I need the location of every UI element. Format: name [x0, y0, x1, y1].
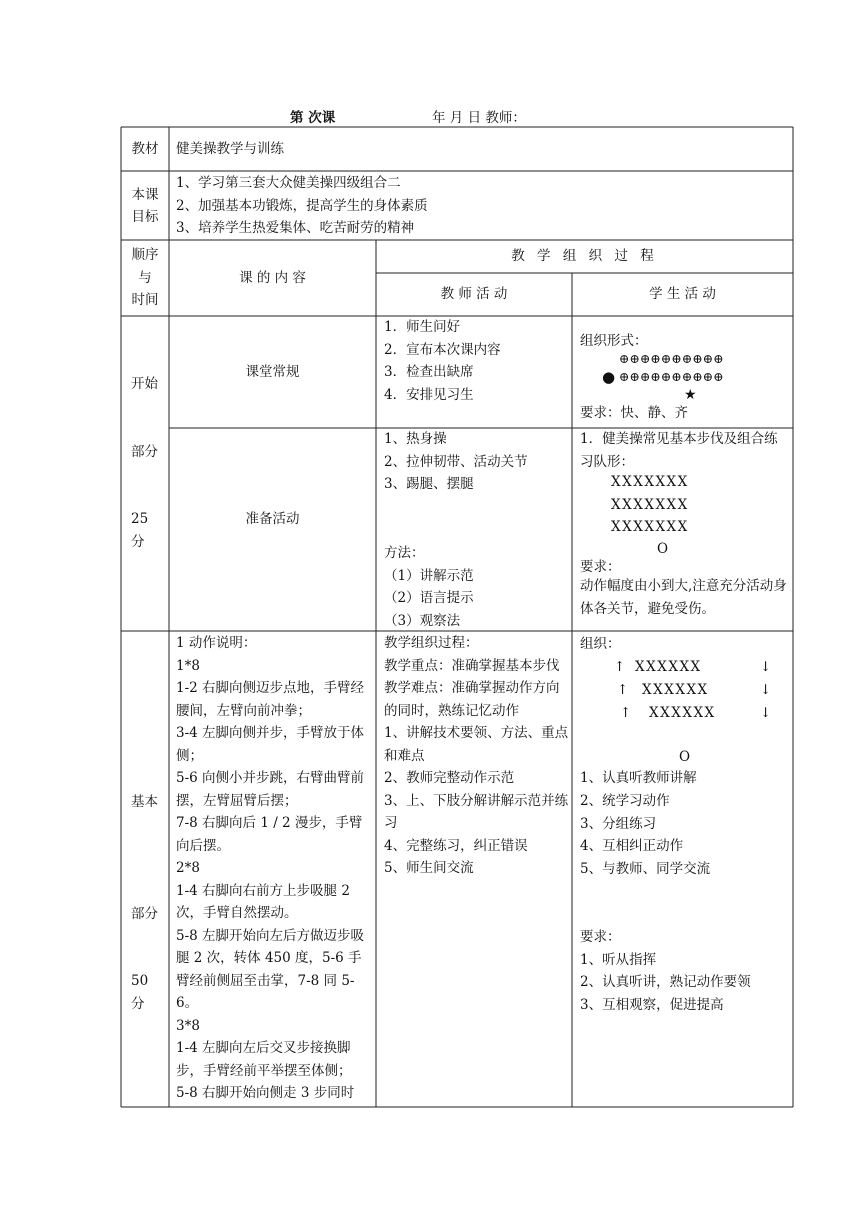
requirement-title: 要求：: [580, 559, 621, 575]
content-header: [169, 240, 376, 316]
basic-student: [580, 631, 790, 1107]
organization-title: 组织：: [580, 636, 621, 652]
content-line: 2*8: [176, 860, 200, 876]
step-item: 1、认真听教师讲解: [580, 770, 697, 786]
step-item: 2、统学习动作: [580, 793, 670, 809]
list-item: 2、拉伸韧带、活动关节: [384, 453, 528, 470]
formation-row: XXXXXXX: [611, 519, 689, 535]
requirement-item: 2、认真听讲，熟记动作要领: [580, 974, 751, 990]
warmup-student: [580, 428, 790, 631]
goal-item: 3、培养学生热爱集体、吃苦耐劳的精神: [176, 220, 415, 236]
content-line: 5-6 向侧小并步跳，右臂曲臂前摆，左臂屈臂后摆；: [176, 770, 365, 809]
order-time-line: 时间: [131, 292, 159, 309]
process-header-label: 教 学 组 织 过 程: [511, 248, 658, 265]
teacher-line: 教学难点：准确掌握动作方向的同时，熟练记忆动作: [384, 680, 560, 719]
start-label-line: 分: [131, 534, 145, 550]
teacher-line: 4、完整练习，纠正错误: [384, 837, 528, 854]
order-time-header: [121, 240, 169, 316]
down-arrow-icon: ↓: [760, 705, 772, 721]
order-time-line: 顺序: [131, 247, 159, 264]
routine-name: 课堂常规: [245, 363, 300, 380]
method-item: （3）观察法: [384, 612, 461, 629]
warmup-content: [169, 428, 376, 610]
routine-content: [169, 316, 376, 428]
teacher-line: 1、讲解技术要领、方法、重点和难点: [384, 725, 569, 764]
formation-row: XXXXXX: [642, 682, 709, 698]
basic-label-line: 50: [131, 973, 149, 989]
basic-label-line: 分: [131, 996, 145, 1012]
star-icon: ★: [684, 387, 697, 403]
material-value: 健美操教学与训练: [176, 141, 284, 157]
list-item: 2．宣布本次课内容: [384, 341, 501, 358]
goal-item: 1、学习第三套大众健美操四级组合二: [176, 175, 401, 191]
content-header-label: 课 的 内 容: [239, 269, 306, 286]
warmup-name: 准备活动: [245, 510, 300, 527]
teacher-activity-label: 教 师 活 动: [440, 286, 508, 303]
content-line: 1 动作说明：: [176, 635, 257, 651]
teacher-line: 3、上、下肢分解讲解示范并练习: [384, 792, 569, 831]
down-arrow-icon: ↓: [760, 682, 772, 698]
start-label-line: 开始: [131, 376, 158, 392]
formation-row: XXXXXXX: [611, 497, 689, 513]
teacher-line: 2、教师完整动作示范: [384, 770, 515, 786]
order-time-line: 与: [138, 269, 152, 286]
content-line: 3*8: [176, 1017, 200, 1034]
teacher-activity-header: [376, 273, 572, 316]
list-item: 4．安排见习生: [384, 386, 474, 403]
basic-section-label: [121, 631, 169, 1107]
up-arrow-icon: ↑: [614, 659, 626, 675]
routine-student: [580, 316, 790, 428]
requirement-text: 要求：快、静、齐: [580, 405, 688, 421]
list-item: 1．师生问好: [384, 319, 461, 335]
content-line: 3-4 左脚向侧并步，手臂放于体侧；: [176, 725, 365, 764]
requirement-item: 1、听从指挥: [580, 952, 657, 968]
material-value-cell: [176, 138, 776, 161]
goal-item: 2、加强基本功锻炼，提高学生的身体素质: [176, 197, 428, 214]
teacher-line: 教学重点：准确掌握基本步伐: [384, 657, 560, 674]
content-line: 5-8 右脚开始向侧走 3 步同时: [176, 1085, 355, 1101]
requirement-title: 要求：: [580, 929, 621, 945]
teacher-mark: O: [679, 749, 691, 765]
down-arrow-icon: ↓: [760, 659, 772, 675]
step-item: 4、互相纠正动作: [580, 838, 684, 854]
formation-row: XXXXXXX: [611, 474, 689, 490]
teacher-dot-icon: ●: [602, 368, 616, 386]
student-activity-header: [572, 273, 793, 316]
list-item: 3．检查出缺席: [384, 364, 474, 380]
up-arrow-icon: ↑: [620, 705, 632, 721]
basic-content: [176, 632, 372, 1105]
process-header: [376, 240, 793, 273]
method-item: （1）讲解示范: [384, 567, 474, 584]
step-item: 5、与教师、同学交流: [580, 861, 711, 877]
content-line: 1-4 右脚向右前方上步吸腿 2 次，手臂自然摆动。: [176, 882, 350, 921]
formation-row: ⊕⊕⊕⊕⊕⊕⊕⊕⊕⊕: [619, 369, 724, 384]
content-line: 7-8 右脚向后 1 / 2 漫步，手臂向后摆。: [176, 815, 363, 854]
material-label-cell: [121, 127, 169, 171]
teacher-line: 教学组织过程：: [384, 635, 479, 651]
lesson-number: 第 次课: [290, 110, 336, 126]
teacher-mark: O: [657, 541, 669, 557]
organization-title: 组织形式：: [580, 333, 648, 349]
basic-label-line: 部分: [131, 906, 158, 922]
requirement-text: 动作幅度由小到大,注意充分活动身体各关节，避免受伤。: [580, 578, 787, 617]
goals-label-cell: [121, 171, 169, 240]
start-label-line: 25: [131, 511, 149, 527]
warmup-methods: [384, 542, 569, 632]
basic-label-line: 基本: [131, 794, 158, 810]
formation-row: XXXXXX: [635, 659, 702, 675]
start-label-line: 部分: [131, 444, 158, 460]
content-line: 1*8: [176, 657, 200, 674]
date-teacher-line: 年 月 日 教师：: [432, 110, 526, 126]
start-section-label: [121, 316, 169, 631]
formation-row: XXXXXX: [649, 705, 716, 721]
warmup-teacher: [384, 428, 569, 496]
formation-row: ⊕⊕⊕⊕⊕⊕⊕⊕⊕⊕: [619, 351, 724, 366]
basic-teacher: [384, 632, 569, 880]
content-line: 5-8 左脚开始向左后方做迈步吸腿 2 次，转体 450 度，5-6 手臂经前侧屈至击掌，7-8 同 5-6。: [176, 927, 365, 1011]
student-intro: 1．健美操常见基本步伐及组合练习队形：: [580, 431, 778, 470]
requirement-item: 3、互相观察，促进提高: [580, 997, 724, 1013]
method-title: 方法：: [384, 545, 425, 561]
material-label: 教材: [131, 141, 159, 157]
student-activity-label: 学 生 活 动: [649, 286, 716, 303]
content-line: 1-2 右脚向侧迈步点地，手臂经腰间，左臂向前冲拳；: [176, 680, 365, 719]
up-arrow-icon: ↑: [617, 682, 629, 698]
list-item: 3、踢腿、摆腿: [384, 476, 474, 492]
content-line: 1-4 左脚向左后交叉步接换脚步，手臂经前平举摆至体侧；: [176, 1040, 352, 1079]
goals-label: 本课目标: [131, 186, 159, 225]
routine-teacher: [384, 316, 569, 406]
step-item: 3、分组练习: [580, 816, 657, 832]
goals-list: [176, 172, 776, 240]
list-item: 1、热身操: [384, 431, 447, 447]
teacher-line: 5、师生间交流: [384, 860, 474, 876]
method-item: （2）语言提示: [384, 590, 474, 606]
